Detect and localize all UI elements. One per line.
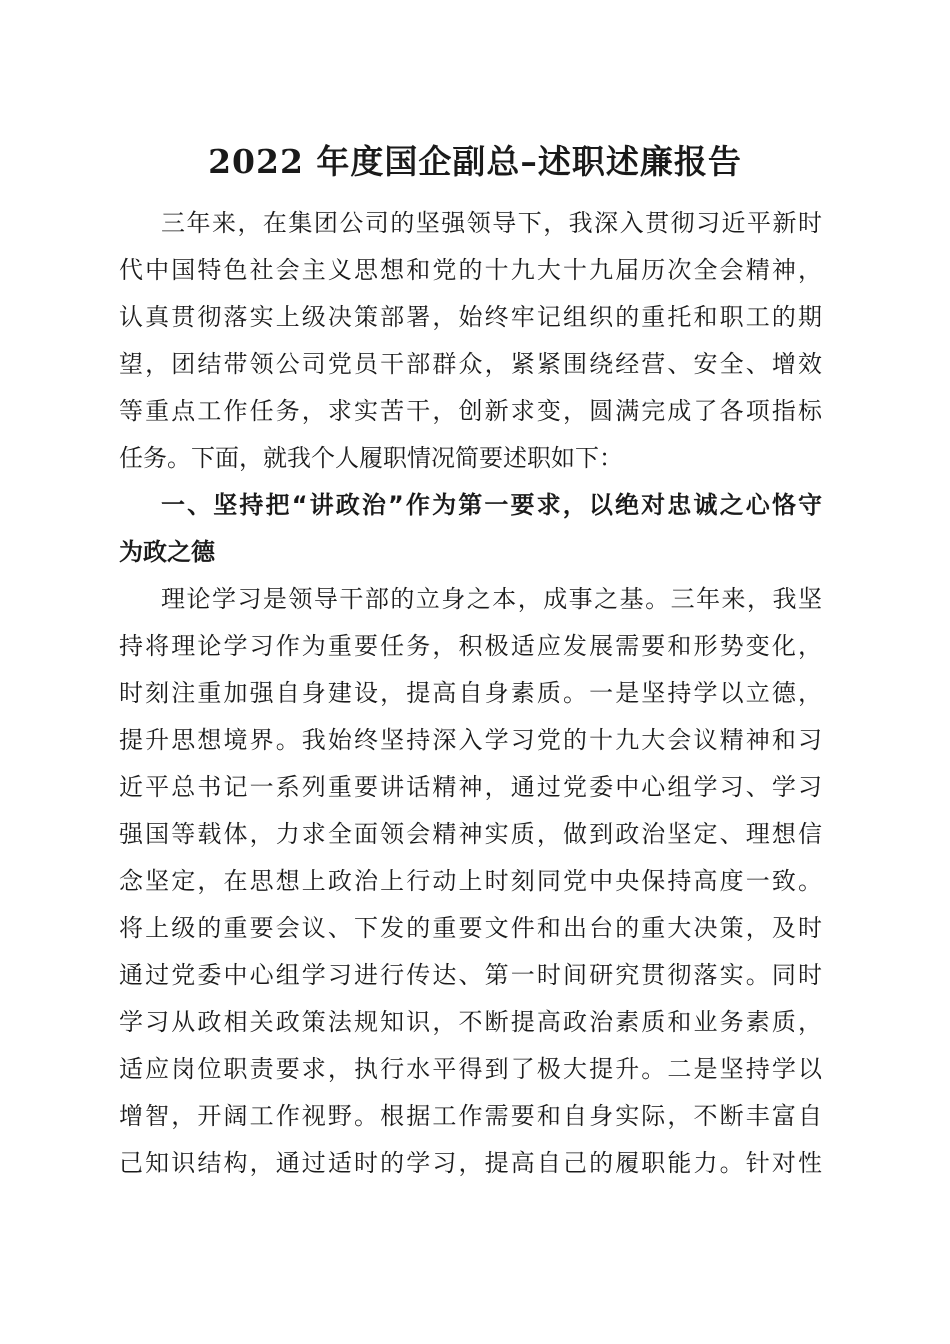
paragraph-line: 望，团结带领公司党员干部群众，紧紧围绕经营、安全、增效 [119, 350, 822, 378]
paragraph-line: 三年来，在集团公司的坚强领导下，我深入贯彻习近平新时 [161, 209, 822, 237]
paragraph-line: 通过党委中心组学习进行传达、第一时间研究贯彻落实。同时 [119, 961, 822, 989]
section-heading-line: 为政之德 [119, 538, 215, 566]
paragraph-line: 提升思想境界。我始终坚持深入学习党的十九大会议精神和习 [119, 726, 822, 754]
paragraph-line: 代中国特色社会主义思想和党的十九大十九届历次全会精神， [119, 256, 822, 284]
document-title: 2022 年度国企副总–述职述廉报告 [208, 142, 742, 181]
paragraph-line: 己知识结构，通过适时的学习，提高自己的履职能力。针对性 [119, 1149, 822, 1177]
paragraph-line: 适应岗位职责要求，执行水平得到了极大提升。二是坚持学以 [119, 1055, 822, 1083]
document-body [119, 200, 822, 1187]
paragraph-line: 时刻注重加强自身建设，提高自身素质。一是坚持学以立德， [119, 679, 822, 707]
section-heading-line: 一、坚持把“讲政治”作为第一要求，以绝对忠诚之心恪守 [161, 491, 822, 519]
paragraph-line: 将上级的重要会议、下发的重要文件和出台的重大决策，及时 [119, 914, 822, 942]
paragraph-line: 增智，开阔工作视野。根据工作需要和自身实际，不断丰富自 [119, 1102, 822, 1130]
paragraph-line: 理论学习是领导干部的立身之本，成事之基。三年来，我坚 [161, 585, 822, 613]
paragraph-line: 等重点工作任务，求实苦干，创新求变，圆满完成了各项指标 [119, 397, 822, 425]
paragraph-line: 学习从政相关政策法规知识，不断提高政治素质和业务素质， [119, 1008, 822, 1036]
paragraph-line: 任务。下面，就我个人履职情况简要述职如下： [119, 444, 623, 472]
paragraph-line: 认真贯彻落实上级决策部署，始终牢记组织的重托和职工的期 [119, 303, 822, 331]
paragraph-line: 持将理论学习作为重要任务，积极适应发展需要和形势变化， [119, 632, 822, 660]
paragraph-line: 近平总书记一系列重要讲话精神，通过党委中心组学习、学习 [119, 773, 822, 801]
paragraph-line: 强国等载体，力求全面领会精神实质，做到政治坚定、理想信 [119, 820, 822, 848]
paragraph-line: 念坚定，在思想上政治上行动上时刻同党中央保持高度一致。 [119, 867, 822, 895]
